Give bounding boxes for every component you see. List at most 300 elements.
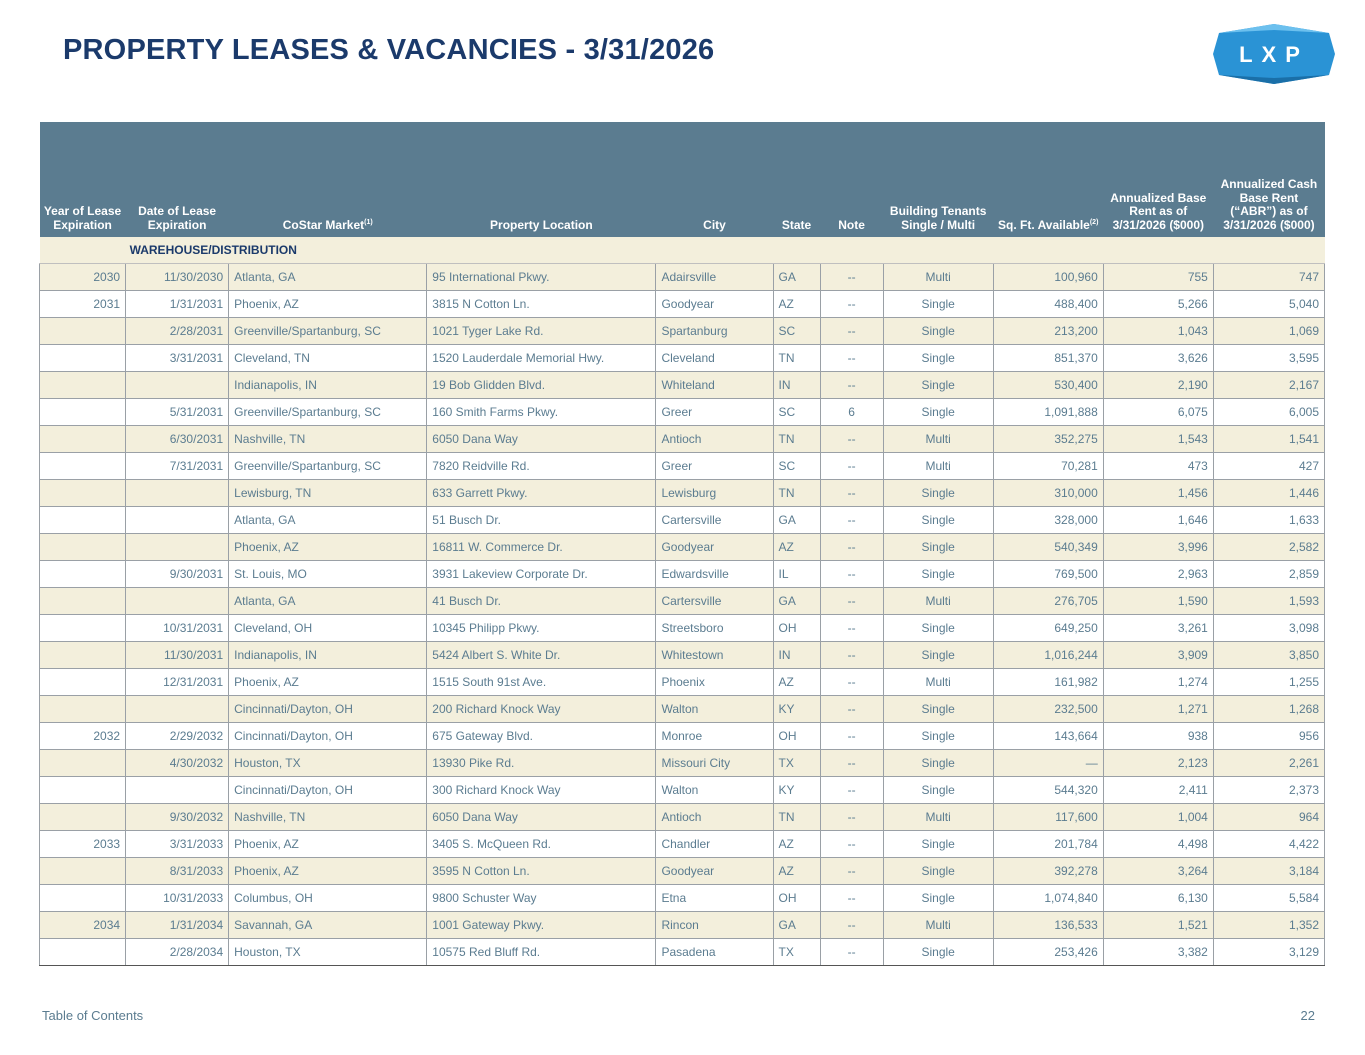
date-cell: [126, 534, 229, 561]
city-cell: Cleveland: [656, 345, 773, 372]
location-cell: 1520 Lauderdale Memorial Hwy.: [427, 345, 656, 372]
cash-abr-cell: 1,446: [1213, 480, 1324, 507]
market-cell: Nashville, TN: [229, 804, 427, 831]
city-cell: Adairsville: [656, 264, 773, 291]
cash-abr-cell: 5,584: [1213, 885, 1324, 912]
note-cell: --: [820, 507, 883, 534]
abr-cell: 3,626: [1103, 345, 1213, 372]
city-cell: Whiteland: [656, 372, 773, 399]
city-cell: Walton: [656, 777, 773, 804]
leases-table-container: [39, 122, 1325, 966]
note-cell: --: [820, 264, 883, 291]
location-cell: 300 Richard Knock Way: [427, 777, 656, 804]
year-cell: [40, 615, 126, 642]
note-cell: --: [820, 372, 883, 399]
note-cell: --: [820, 291, 883, 318]
market-cell: Phoenix, AZ: [229, 858, 427, 885]
header-sqft-label: Sq. Ft. Available: [998, 217, 1090, 232]
state-cell: OH: [773, 885, 820, 912]
state-cell: TN: [773, 804, 820, 831]
note-cell: --: [820, 912, 883, 939]
state-cell: GA: [773, 264, 820, 291]
year-cell: [40, 426, 126, 453]
table-row: [40, 264, 1325, 291]
abr-cell: 1,590: [1103, 588, 1213, 615]
tenants-cell: Multi: [883, 912, 993, 939]
sqft-cell: 310,000: [993, 480, 1103, 507]
year-cell: [40, 588, 126, 615]
market-cell: Cincinnati/Dayton, OH: [229, 723, 427, 750]
state-cell: KY: [773, 777, 820, 804]
abr-cell: 1,646: [1103, 507, 1213, 534]
city-cell: Walton: [656, 696, 773, 723]
cash-abr-cell: 2,582: [1213, 534, 1324, 561]
sqft-cell: —: [993, 750, 1103, 777]
sqft-cell: 70,281: [993, 453, 1103, 480]
abr-cell: 3,264: [1103, 858, 1213, 885]
year-cell: 2033: [40, 831, 126, 858]
cash-abr-cell: 1,633: [1213, 507, 1324, 534]
abr-cell: 2,123: [1103, 750, 1213, 777]
note-cell: --: [820, 885, 883, 912]
table-row: [40, 372, 1325, 399]
cash-abr-cell: 1,352: [1213, 912, 1324, 939]
header-market-footnote: (1): [364, 218, 373, 226]
date-cell: 12/31/2031: [126, 669, 229, 696]
table-header: [40, 122, 1325, 237]
date-cell: [126, 588, 229, 615]
tenants-cell: Single: [883, 507, 993, 534]
year-cell: [40, 669, 126, 696]
city-cell: Missouri City: [656, 750, 773, 777]
date-cell: 5/31/2031: [126, 399, 229, 426]
tenants-cell: Single: [883, 885, 993, 912]
city-cell: Antioch: [656, 804, 773, 831]
location-cell: 3815 N Cotton Ln.: [427, 291, 656, 318]
tenants-cell: Single: [883, 291, 993, 318]
year-cell: [40, 561, 126, 588]
abr-cell: 1,004: [1103, 804, 1213, 831]
city-cell: Spartanburg: [656, 318, 773, 345]
city-cell: Cartersville: [656, 507, 773, 534]
cash-abr-cell: 1,541: [1213, 426, 1324, 453]
location-cell: 16811 W. Commerce Dr.: [427, 534, 656, 561]
table-row: [40, 399, 1325, 426]
location-cell: 1021 Tyger Lake Rd.: [427, 318, 656, 345]
city-cell: Greer: [656, 453, 773, 480]
year-cell: [40, 777, 126, 804]
market-cell: St. Louis, MO: [229, 561, 427, 588]
tenants-cell: Multi: [883, 804, 993, 831]
abr-cell: 938: [1103, 723, 1213, 750]
state-cell: TX: [773, 939, 820, 966]
date-cell: 2/28/2034: [126, 939, 229, 966]
header-tenants: Building Tenants Single / Multi: [883, 122, 993, 237]
tenants-cell: Single: [883, 696, 993, 723]
cash-abr-cell: 3,098: [1213, 615, 1324, 642]
sqft-cell: 851,370: [993, 345, 1103, 372]
note-cell: --: [820, 804, 883, 831]
sqft-cell: 649,250: [993, 615, 1103, 642]
tenants-cell: Single: [883, 777, 993, 804]
cash-abr-cell: 1,268: [1213, 696, 1324, 723]
location-cell: 6050 Dana Way: [427, 804, 656, 831]
cash-abr-cell: 4,422: [1213, 831, 1324, 858]
year-cell: [40, 696, 126, 723]
location-cell: 200 Richard Knock Way: [427, 696, 656, 723]
year-cell: 2030: [40, 264, 126, 291]
table-body: [40, 237, 1325, 966]
city-cell: Streetsboro: [656, 615, 773, 642]
cash-abr-cell: 956: [1213, 723, 1324, 750]
table-row: [40, 507, 1325, 534]
cash-abr-cell: 747: [1213, 264, 1324, 291]
sqft-cell: 100,960: [993, 264, 1103, 291]
state-cell: KY: [773, 696, 820, 723]
location-cell: 3595 N Cotton Ln.: [427, 858, 656, 885]
tenants-cell: Single: [883, 399, 993, 426]
year-cell: [40, 345, 126, 372]
date-cell: 11/30/2030: [126, 264, 229, 291]
cash-abr-cell: 3,850: [1213, 642, 1324, 669]
date-cell: 11/30/2031: [126, 642, 229, 669]
market-cell: Indianapolis, IN: [229, 642, 427, 669]
header-year: Year of Lease Expiration: [40, 122, 126, 237]
cash-abr-cell: 427: [1213, 453, 1324, 480]
section-row: [40, 237, 1325, 264]
year-cell: [40, 534, 126, 561]
tenants-cell: Single: [883, 372, 993, 399]
table-row: [40, 561, 1325, 588]
abr-cell: 5,266: [1103, 291, 1213, 318]
tenants-cell: Single: [883, 858, 993, 885]
city-cell: Cartersville: [656, 588, 773, 615]
state-cell: SC: [773, 453, 820, 480]
city-cell: Goodyear: [656, 534, 773, 561]
state-cell: IN: [773, 642, 820, 669]
table-row: [40, 291, 1325, 318]
state-cell: TN: [773, 426, 820, 453]
market-cell: Columbus, OH: [229, 885, 427, 912]
city-cell: Phoenix: [656, 669, 773, 696]
market-cell: Phoenix, AZ: [229, 669, 427, 696]
location-cell: 675 Gateway Blvd.: [427, 723, 656, 750]
section-label: WAREHOUSE/DISTRIBUTION: [126, 237, 1325, 264]
abr-cell: 6,075: [1103, 399, 1213, 426]
year-cell: 2031: [40, 291, 126, 318]
tenants-cell: Single: [883, 534, 993, 561]
city-cell: Rincon: [656, 912, 773, 939]
table-row: [40, 642, 1325, 669]
header-sqft-footnote: (2): [1089, 218, 1099, 226]
header-market-label: CoStar Market: [282, 217, 365, 232]
tenants-cell: Single: [883, 939, 993, 966]
market-cell: Indianapolis, IN: [229, 372, 427, 399]
market-cell: Greenville/Spartanburg, SC: [229, 453, 427, 480]
location-cell: 160 Smith Farms Pkwy.: [427, 399, 656, 426]
header-state: State: [773, 122, 820, 237]
year-cell: [40, 372, 126, 399]
tenants-cell: Single: [883, 318, 993, 345]
note-cell: --: [820, 318, 883, 345]
abr-cell: 473: [1103, 453, 1213, 480]
market-cell: Houston, TX: [229, 750, 427, 777]
abr-cell: 1,543: [1103, 426, 1213, 453]
market-cell: Savannah, GA: [229, 912, 427, 939]
note-cell: --: [820, 777, 883, 804]
location-cell: 41 Busch Dr.: [427, 588, 656, 615]
header-cash-abr: Annualized Cash Base Rent (“ABR”) as of 3/31/2026 ($000): [1213, 122, 1324, 237]
sqft-cell: 352,275: [993, 426, 1103, 453]
note-cell: --: [820, 561, 883, 588]
sqft-cell: 232,500: [993, 696, 1103, 723]
market-cell: Cleveland, OH: [229, 615, 427, 642]
sqft-cell: 213,200: [993, 318, 1103, 345]
year-cell: [40, 453, 126, 480]
location-cell: 13930 Pike Rd.: [427, 750, 656, 777]
date-cell: 10/31/2033: [126, 885, 229, 912]
market-cell: Houston, TX: [229, 939, 427, 966]
logo-text: LXP: [1239, 42, 1309, 67]
abr-cell: 1,271: [1103, 696, 1213, 723]
location-cell: 10345 Philipp Pkwy.: [427, 615, 656, 642]
state-cell: TN: [773, 480, 820, 507]
location-cell: 19 Bob Glidden Blvd.: [427, 372, 656, 399]
date-cell: [126, 696, 229, 723]
abr-cell: 3,261: [1103, 615, 1213, 642]
note-cell: --: [820, 669, 883, 696]
tenants-cell: Single: [883, 480, 993, 507]
tenants-cell: Multi: [883, 426, 993, 453]
table-row: [40, 345, 1325, 372]
state-cell: GA: [773, 588, 820, 615]
sqft-cell: 143,664: [993, 723, 1103, 750]
cash-abr-cell: 3,129: [1213, 939, 1324, 966]
market-cell: Atlanta, GA: [229, 507, 427, 534]
tenants-cell: Multi: [883, 588, 993, 615]
state-cell: OH: [773, 615, 820, 642]
sqft-cell: 544,320: [993, 777, 1103, 804]
header-date: Date of Lease Expiration: [126, 122, 229, 237]
sqft-cell: 540,349: [993, 534, 1103, 561]
market-cell: Cincinnati/Dayton, OH: [229, 777, 427, 804]
sqft-cell: 1,016,244: [993, 642, 1103, 669]
tenants-cell: Single: [883, 750, 993, 777]
city-cell: Edwardsville: [656, 561, 773, 588]
table-row: [40, 588, 1325, 615]
table-row: [40, 615, 1325, 642]
abr-cell: 2,411: [1103, 777, 1213, 804]
note-cell: --: [820, 615, 883, 642]
year-cell: [40, 480, 126, 507]
year-cell: [40, 939, 126, 966]
year-cell: 2034: [40, 912, 126, 939]
date-cell: [126, 372, 229, 399]
sqft-cell: 392,278: [993, 858, 1103, 885]
note-cell: 6: [820, 399, 883, 426]
state-cell: SC: [773, 399, 820, 426]
location-cell: 1515 South 91st Ave.: [427, 669, 656, 696]
sqft-cell: 328,000: [993, 507, 1103, 534]
sqft-cell: 161,982: [993, 669, 1103, 696]
location-cell: 51 Busch Dr.: [427, 507, 656, 534]
year-cell: [40, 507, 126, 534]
note-cell: --: [820, 345, 883, 372]
state-cell: GA: [773, 507, 820, 534]
table-of-contents-link[interactable]: Table of Contents: [42, 1008, 144, 1023]
location-cell: 5424 Albert S. White Dr.: [427, 642, 656, 669]
market-cell: Greenville/Spartanburg, SC: [229, 399, 427, 426]
cash-abr-cell: 964: [1213, 804, 1324, 831]
table-row: [40, 723, 1325, 750]
tenants-cell: Multi: [883, 453, 993, 480]
state-cell: IN: [773, 372, 820, 399]
state-cell: AZ: [773, 858, 820, 885]
table-row: [40, 912, 1325, 939]
abr-cell: 6,130: [1103, 885, 1213, 912]
sqft-cell: 201,784: [993, 831, 1103, 858]
note-cell: --: [820, 534, 883, 561]
tenants-cell: Single: [883, 615, 993, 642]
city-cell: Pasadena: [656, 939, 773, 966]
date-cell: 9/30/2032: [126, 804, 229, 831]
date-cell: 1/31/2031: [126, 291, 229, 318]
city-cell: Chandler: [656, 831, 773, 858]
location-cell: 633 Garrett Pkwy.: [427, 480, 656, 507]
header-city: City: [656, 122, 773, 237]
city-cell: Antioch: [656, 426, 773, 453]
location-cell: 3931 Lakeview Corporate Dr.: [427, 561, 656, 588]
table-row: [40, 669, 1325, 696]
abr-cell: 3,382: [1103, 939, 1213, 966]
abr-cell: 3,909: [1103, 642, 1213, 669]
cash-abr-cell: 1,069: [1213, 318, 1324, 345]
market-cell: Atlanta, GA: [229, 588, 427, 615]
year-cell: [40, 642, 126, 669]
date-cell: 3/31/2033: [126, 831, 229, 858]
tenants-cell: Single: [883, 831, 993, 858]
table-row: [40, 858, 1325, 885]
cash-abr-cell: 2,859: [1213, 561, 1324, 588]
year-cell: [40, 318, 126, 345]
state-cell: IL: [773, 561, 820, 588]
market-cell: Phoenix, AZ: [229, 534, 427, 561]
sqft-cell: 276,705: [993, 588, 1103, 615]
table-row: [40, 453, 1325, 480]
market-cell: Lewisburg, TN: [229, 480, 427, 507]
state-cell: AZ: [773, 831, 820, 858]
market-cell: Nashville, TN: [229, 426, 427, 453]
lxp-logo-icon: [1211, 24, 1337, 84]
cash-abr-cell: 1,593: [1213, 588, 1324, 615]
city-cell: Greer: [656, 399, 773, 426]
abr-cell: 1,043: [1103, 318, 1213, 345]
cash-abr-cell: 2,373: [1213, 777, 1324, 804]
city-cell: Lewisburg: [656, 480, 773, 507]
year-cell: [40, 399, 126, 426]
state-cell: OH: [773, 723, 820, 750]
tenants-cell: Single: [883, 642, 993, 669]
abr-cell: 1,456: [1103, 480, 1213, 507]
city-cell: Whitestown: [656, 642, 773, 669]
date-cell: 2/28/2031: [126, 318, 229, 345]
table-row: [40, 480, 1325, 507]
note-cell: --: [820, 453, 883, 480]
sqft-cell: 530,400: [993, 372, 1103, 399]
cash-abr-cell: 2,167: [1213, 372, 1324, 399]
date-cell: 6/30/2031: [126, 426, 229, 453]
note-cell: --: [820, 858, 883, 885]
city-cell: Etna: [656, 885, 773, 912]
sqft-cell: 1,074,840: [993, 885, 1103, 912]
abr-cell: 1,521: [1103, 912, 1213, 939]
market-cell: Phoenix, AZ: [229, 291, 427, 318]
location-cell: 3405 S. McQueen Rd.: [427, 831, 656, 858]
sqft-cell: 136,533: [993, 912, 1103, 939]
date-cell: 4/30/2032: [126, 750, 229, 777]
cash-abr-cell: 2,261: [1213, 750, 1324, 777]
lxp-logo: [1211, 24, 1337, 84]
note-cell: --: [820, 939, 883, 966]
sqft-cell: 253,426: [993, 939, 1103, 966]
market-cell: Phoenix, AZ: [229, 831, 427, 858]
cash-abr-cell: 1,255: [1213, 669, 1324, 696]
location-cell: 7820 Reidville Rd.: [427, 453, 656, 480]
city-cell: Monroe: [656, 723, 773, 750]
location-cell: 10575 Red Bluff Rd.: [427, 939, 656, 966]
location-cell: 6050 Dana Way: [427, 426, 656, 453]
year-cell: 2032: [40, 723, 126, 750]
table-row: [40, 318, 1325, 345]
tenants-cell: Single: [883, 561, 993, 588]
note-cell: --: [820, 831, 883, 858]
note-cell: --: [820, 696, 883, 723]
city-cell: Goodyear: [656, 858, 773, 885]
date-cell: 8/31/2033: [126, 858, 229, 885]
abr-cell: 4,498: [1103, 831, 1213, 858]
sqft-cell: 117,600: [993, 804, 1103, 831]
market-cell: Greenville/Spartanburg, SC: [229, 318, 427, 345]
note-cell: --: [820, 588, 883, 615]
table-row: [40, 426, 1325, 453]
abr-cell: 3,996: [1103, 534, 1213, 561]
table-row: [40, 885, 1325, 912]
date-cell: 2/29/2032: [126, 723, 229, 750]
header-market: [229, 122, 427, 237]
table-row: [40, 534, 1325, 561]
header-note: Note: [820, 122, 883, 237]
date-cell: 10/31/2031: [126, 615, 229, 642]
sqft-cell: 488,400: [993, 291, 1103, 318]
abr-cell: 2,963: [1103, 561, 1213, 588]
page-number: 22: [1300, 1008, 1315, 1023]
leases-table: [39, 122, 1325, 966]
year-cell: [40, 885, 126, 912]
state-cell: TN: [773, 345, 820, 372]
date-cell: 9/30/2031: [126, 561, 229, 588]
market-cell: Cincinnati/Dayton, OH: [229, 696, 427, 723]
date-cell: 7/31/2031: [126, 453, 229, 480]
header-sqft: [993, 122, 1103, 237]
date-cell: 3/31/2031: [126, 345, 229, 372]
abr-cell: 1,274: [1103, 669, 1213, 696]
year-cell: [40, 750, 126, 777]
state-cell: AZ: [773, 669, 820, 696]
location-cell: 9800 Schuster Way: [427, 885, 656, 912]
date-cell: [126, 507, 229, 534]
note-cell: --: [820, 480, 883, 507]
date-cell: 1/31/2034: [126, 912, 229, 939]
